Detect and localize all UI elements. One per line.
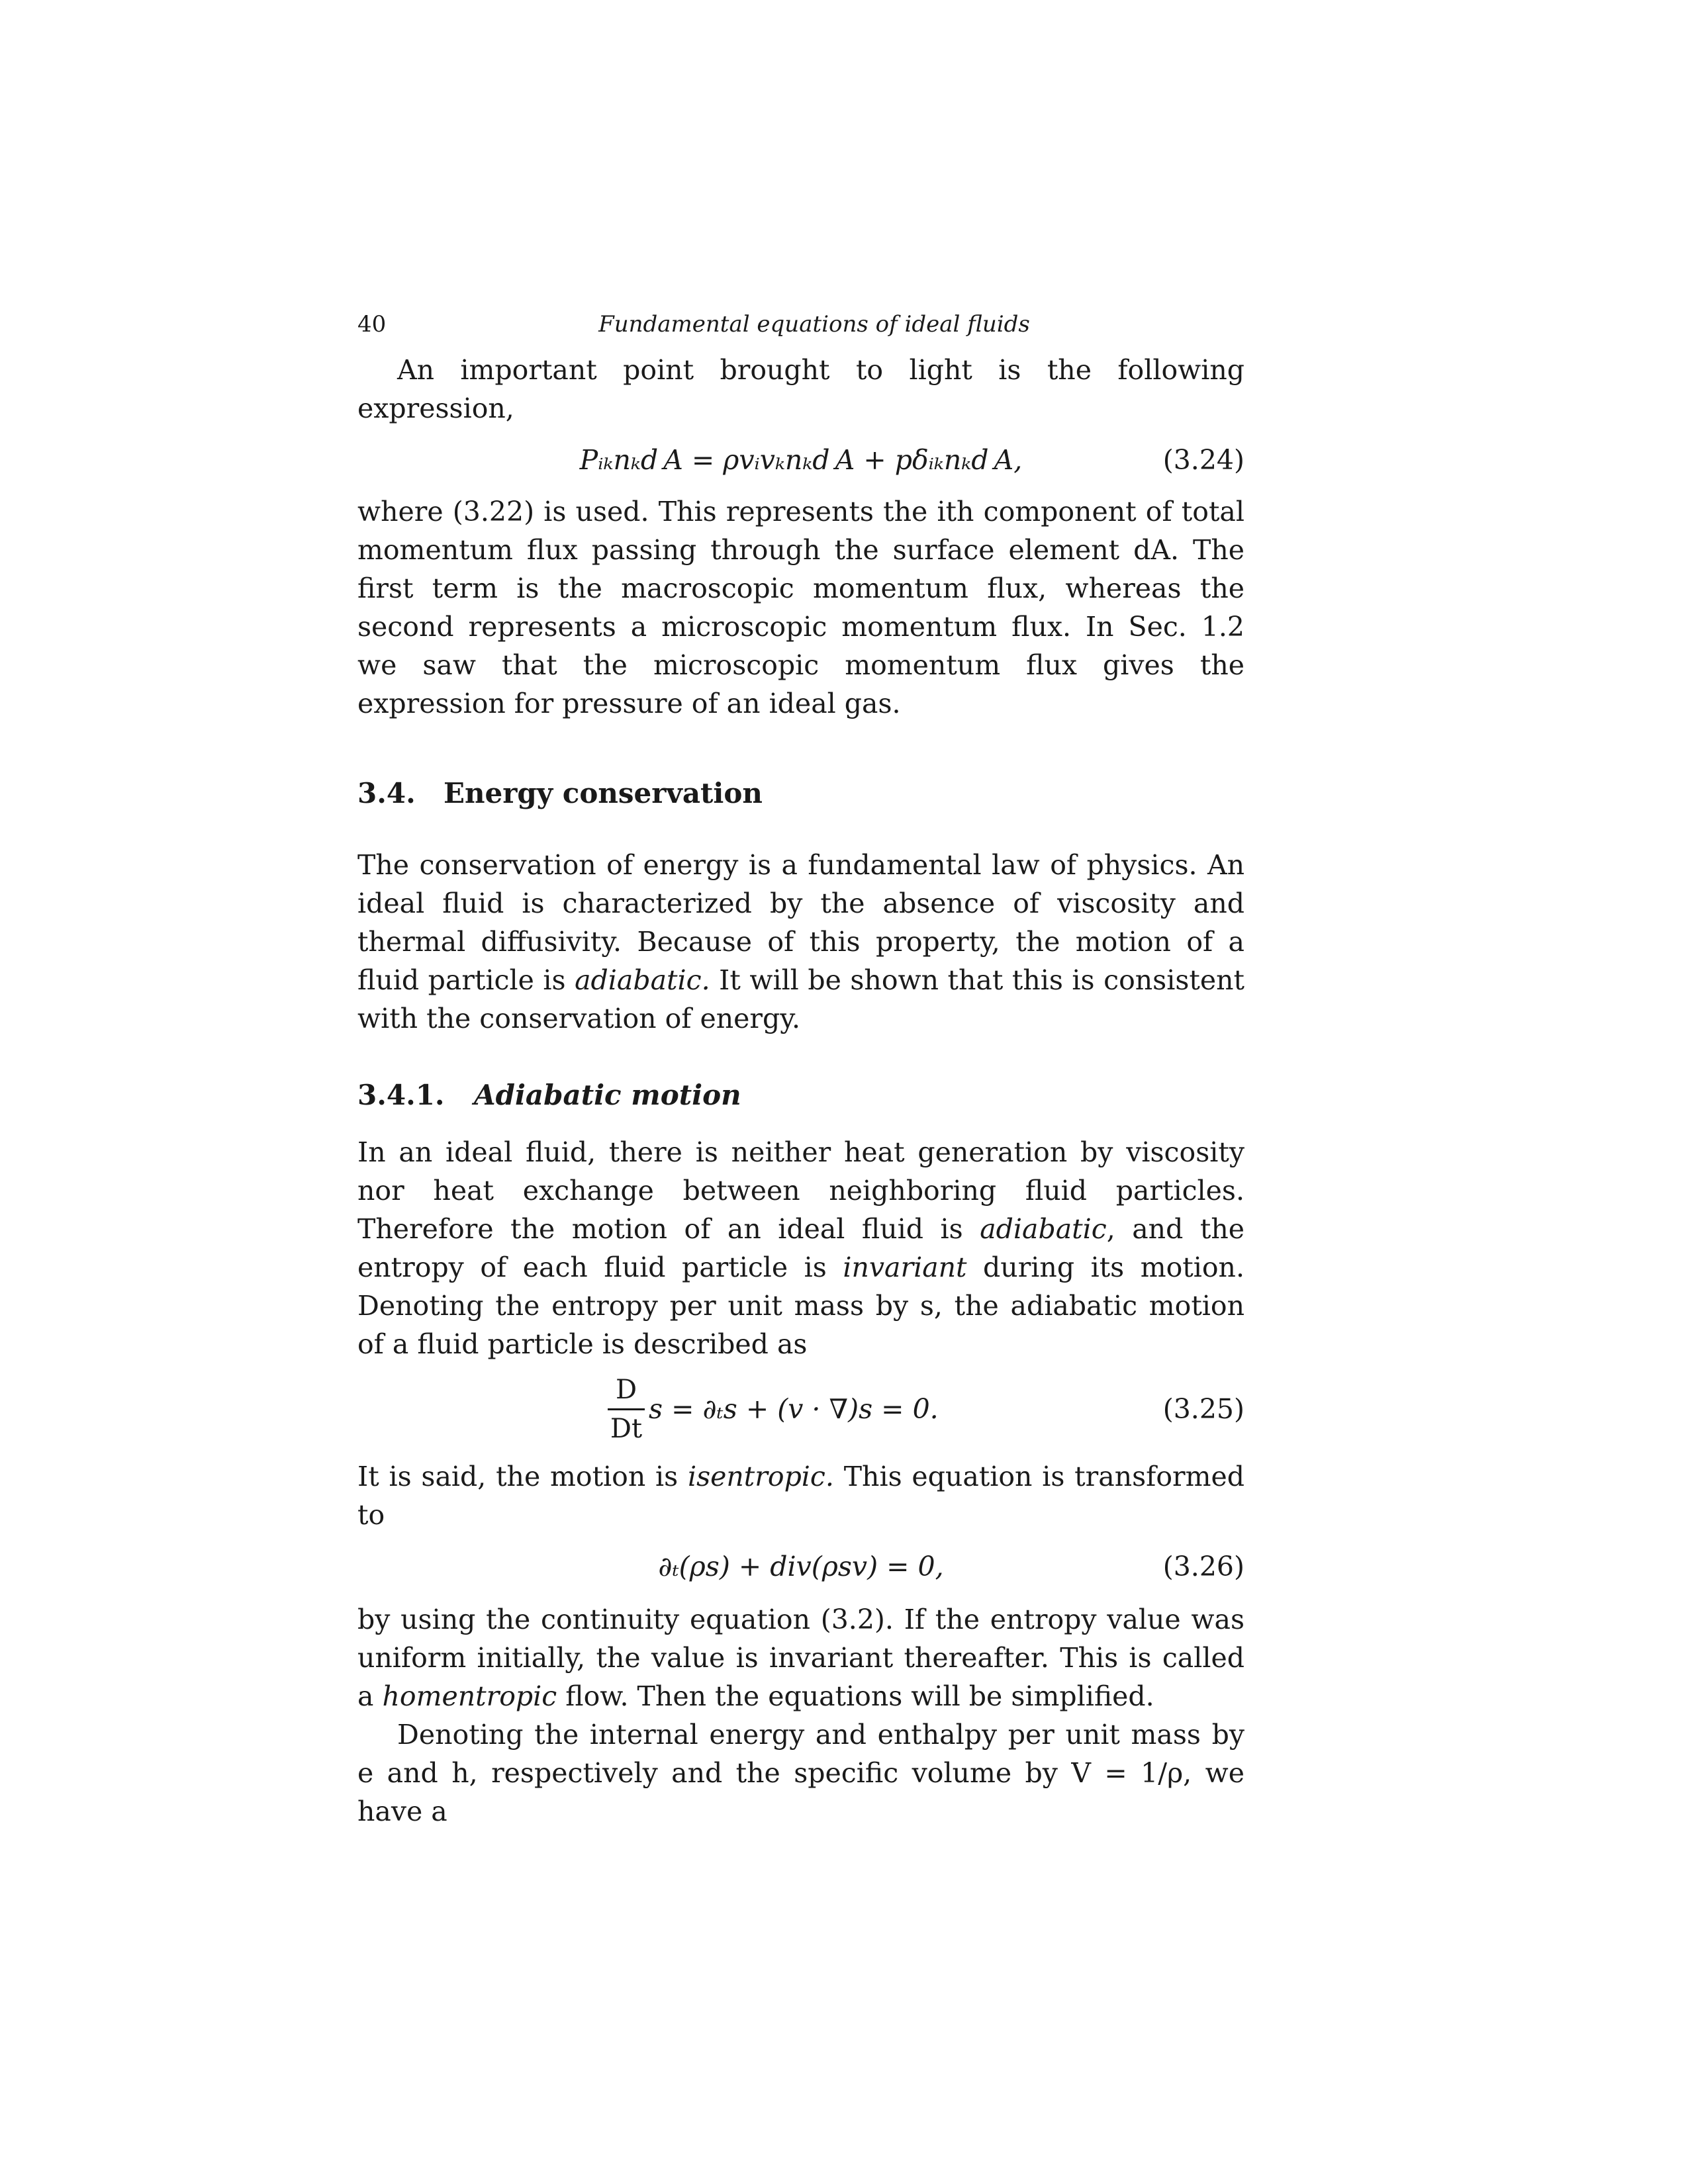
momentum-flux-paragraph: where (3.22) is used. This represents the ith component of total momentum flux passing through the surface element dA. The first term is the macroscopic momentum flux, whereas the second represents a microscopic momentum flux. In Sec. 1.2 we saw that the microscopic momentum flux gives the expression for pressure of an ideal gas. <box>357 496 1244 719</box>
section-number: 3.4. <box>357 777 416 809</box>
subsection-number: 3.4.1. <box>357 1079 445 1111</box>
paragraph-text: during its motion. Denoting the entropy per unit mass by s, the adiabatic motion of a fluid particle is described as <box>357 1251 1244 1360</box>
paragraph-text: This equation is transformed to <box>357 1461 1244 1531</box>
paragraph-text: In an ideal fluid, there is neither heat generation by viscosity nor heat exchange between neighboring fluid particles. Therefore the motion of an ideal fluid is <box>357 1136 1244 1245</box>
equation-body <box>357 1371 1244 1451</box>
paragraph-text: flow. Then the equations will be simplified. <box>557 1680 1154 1712</box>
emphasis-adiabatic: adiabatic. <box>575 964 710 996</box>
paragraph-text: by using the continuity equation (3.2). If the entropy value was uniform initially, the value is invariant thereafter. This is called a <box>357 1604 1244 1712</box>
paragraph-text: It will be shown that this is consistent with the conservation of energy. <box>357 964 1244 1034</box>
running-head <box>357 311 1244 351</box>
homentropic-paragraph <box>357 1600 1244 1715</box>
isentropic-paragraph <box>357 1457 1244 1534</box>
paragraph-text: , and the entropy of each fluid particle is <box>357 1213 1244 1283</box>
internal-energy-paragraph: Denoting the internal energy and enthalpy per unit mass by e and h, respectively and the specific volume by V = 1/ρ, we have a <box>357 1719 1244 1827</box>
subsection-heading <box>357 1076 1244 1115</box>
fraction-bar <box>608 1408 645 1410</box>
emphasis-isentropic: isentropic. <box>687 1461 834 1492</box>
book-page <box>357 311 1244 1831</box>
section-heading <box>357 774 1244 813</box>
equation-number: (3.26) <box>1162 1551 1244 1582</box>
equation-3-26 <box>357 1547 1244 1586</box>
equation-number: (3.24) <box>1162 444 1244 476</box>
paragraph-text: The conservation of energy is a fundamental law of physics. An ideal fluid is characterized by the absence of viscosity and thermal diffusivity. Because of this property, the motion of a fluid particle is <box>357 849 1244 996</box>
section-title: Energy conservation <box>444 777 763 809</box>
energy-conservation-paragraph <box>357 846 1244 1038</box>
subsection-title: Adiabatic motion <box>474 1079 741 1111</box>
fraction-denominator: Dt <box>610 1414 643 1444</box>
page-number: 40 <box>357 311 387 338</box>
adiabatic-motion-paragraph <box>357 1133 1244 1363</box>
equation-3-24 <box>357 441 1244 479</box>
equation-body: ∂ₜ(ρs) + div(ρsv) = 0, <box>658 1551 944 1582</box>
running-title: Fundamental equations of ideal fluids <box>598 311 1030 338</box>
material-derivative-fraction <box>608 1371 645 1447</box>
equation-text: s = ∂ₜs + (v · ∇)s = 0. <box>649 1393 939 1425</box>
equation-3-25 <box>357 1371 1244 1451</box>
intro-paragraph: An important point brought to light is the following expression, <box>357 354 1244 424</box>
fraction-numerator: D <box>615 1375 637 1405</box>
paragraph-text: It is said, the motion is <box>357 1461 688 1492</box>
equation-body: Pᵢₖnₖd A = ρvᵢvₖnₖd A + pδᵢₖnₖd A, <box>579 444 1023 476</box>
emphasis-homentropic: homentropic <box>382 1680 557 1712</box>
equation-number: (3.25) <box>1162 1393 1244 1425</box>
emphasis-adiabatic: adiabatic <box>980 1213 1107 1245</box>
emphasis-invariant: invariant <box>843 1251 967 1283</box>
